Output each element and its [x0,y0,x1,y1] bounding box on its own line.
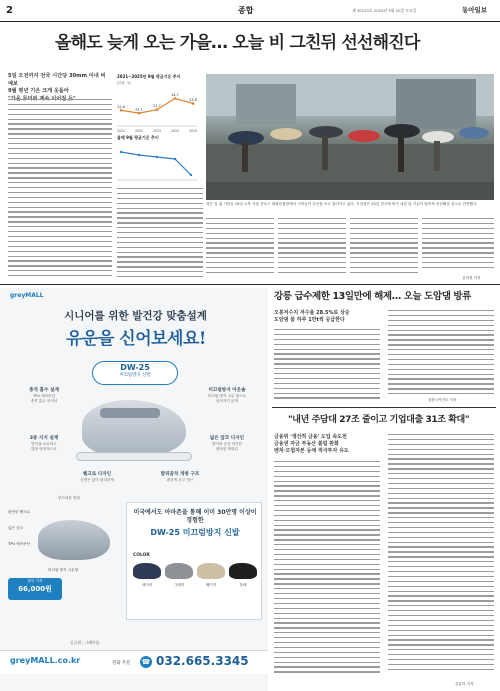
article-body-col-4 [278,218,346,277]
sold-text: 미국에서도 아마존을 통해 이미 30만명 이상이 경험한 [133,509,257,524]
masthead: 동아일보 [462,6,488,14]
phone-number[interactable]: 032.665.3345 [156,654,249,668]
feature-2 [190,388,264,403]
feature-2-desc: 미끄럼 방지 고무 창으로 넘어지지 않게 [207,394,247,403]
shoe-diagram-image [38,520,110,560]
product-name: DW-25 [120,363,150,372]
x-tick-label: 2023 [152,129,162,133]
second-chart-title: 올해 9월 평균기온 추이 [117,135,159,140]
shoe-strap [100,408,160,418]
feature-2-title: 미끄럼방지 아웃솔 [208,388,246,393]
street-photo [206,74,494,200]
footer-brand[interactable]: greyMALL.co.kr [10,656,81,665]
chart-unit: (단위: ℃) [117,81,132,85]
color-swatch-3[interactable] [197,563,225,579]
article-3-subhead-1: 금융위 '생산적 금융' 도입 속도전 [274,434,347,440]
article-2-subhead-2: 도암댐 물 하루 1만t씩 공급한다 [274,317,345,323]
shoe-advertisement[interactable] [0,288,268,691]
diagram-label-2: 편안한 벨크로 [8,510,30,514]
color-name-4: 블랙 [239,583,247,587]
feature-4-title: 넓은 앞코 디자인 [209,436,245,441]
diagram-label-4: TPU 에어쿠션 [8,542,31,546]
article-3-subhead-3: 벤처·모험자본 등에 적극투자 유도 [274,448,349,454]
temperature-chart [117,74,197,134]
feature-6 [140,472,220,483]
data-label: 22.1 [135,107,143,112]
color-name-1: 네이비 [141,583,153,587]
data-point [192,102,195,105]
article-3-subhead-2: 금융권 자금 부동산 쏠림 완화 [274,441,339,447]
x-tick-label: 2022 [134,129,144,133]
shoe-sole [76,452,192,461]
article-2-body-col-2 [388,310,494,398]
feature-4-desc: 발가락 공간 넉넉한 편안한 착화감 [211,442,243,451]
photo-caption: 젖은 길 위 시민들 19일 오후 서울 종로구 광화문광장에서 시민들이 우산을 쓰고 걸어가고 있다. 기상청은 20일 전국에 비가 내린 뒤 기온이 떨어져 선선해질 것으로 전망했다. [206,202,478,206]
article-3-headline: "내년 주담대 27조 줄이고 기업대출 31조 확대" [288,415,470,425]
sold-product: DW-25 미끄럼방지 신발 [150,528,240,537]
phone-label: 전화 주문 [112,661,131,666]
article-body-col-3 [206,218,274,277]
x-tick-label: 2025 [188,129,197,133]
product-sub: 미끄럼방지 신발 [119,373,151,378]
chart-title: 2021~2025년 9월 평균기온 추이 [117,74,181,79]
line-chart [117,85,197,133]
right-divider [272,407,496,408]
article-2-headline: 강릉 급수제한 13일만에 해제… 오늘 도암댐 방류 [274,291,471,302]
data-label: 24.7 [171,92,179,97]
color-swatch-1[interactable] [133,563,161,579]
data-point [174,97,177,100]
data-label: 22.6 [117,104,125,109]
article-2-subhead-1: 오봉저수지 저수율 28.5%로 상승 [274,310,350,316]
data-point [138,112,141,115]
color-name-3: 베이지 [205,583,217,587]
color-label: COLOR [133,553,150,558]
article-3-byline: 김유리 기자 [455,682,474,686]
price-value: 66,000원 [18,585,52,593]
article-body-col-6 [422,218,494,272]
article-3-body-col-2 [388,434,494,674]
article-body-col-2 [117,188,203,281]
article-2-byline: 강릉=이인모 기자 [428,398,457,402]
data-label: 22.7 [153,104,161,109]
x-tick-label: 2024 [170,129,180,133]
color-swatch-2[interactable] [165,563,193,579]
diagram-label-3: 넓은 앞코 [8,526,24,530]
article-body-col-1 [8,99,112,280]
photo-scene [206,74,494,200]
feature-5-desc: 신발끈 없이 편리하게 [80,478,114,482]
shoe-diagram [8,492,118,582]
main-headline: 올해도 늦게 오는 가을… 오늘 비 그친뒤 선선해진다 [55,33,420,53]
color-name-2: 그레이 [173,583,185,587]
ad-footer [0,650,268,674]
main-byline: 김하경 기자 [462,276,481,280]
data-label: 23.8 [189,97,197,102]
page-header [0,0,500,22]
ad-headline-1: 시니어를 위한 발건강 맞춤설계 [64,310,207,322]
feature-6-title: 발뒤꿈치 개방 구조 [160,472,200,477]
ad-footer-note: 공급원 : 그레이몰 [70,640,100,645]
section-name: 종합 [238,6,254,15]
feature-1 [10,388,78,403]
feature-5-title: 벨크로 디자인 [82,472,112,477]
price-badge [8,578,62,600]
diagram-label-1: 부드러운 안감 [58,496,80,500]
feature-1-desc: TPU 에어쿠션 충격 흡수 쿠셔닝 [30,394,58,403]
article-3-body-col-1 [274,461,380,676]
data-point [120,109,123,112]
x-tick-label: 2021 [117,129,126,133]
article-3-subheads [274,434,384,455]
subhead-2: 9월 평년 기온 크게 웃돌아 [8,88,69,94]
ad-headline-2: 유운을 신어보세요! [66,329,206,349]
color-swatch-4[interactable] [229,563,257,579]
feature-1-title: 충격 흡수 설계 [29,388,59,393]
data-point [156,108,159,111]
feature-6-desc: 편하게 신고 벗는 [166,478,194,482]
article-2-body-col-1 [274,329,380,402]
page-number: 2 [6,5,13,16]
product-badge [92,361,178,385]
feature-5 [60,472,134,483]
feature-4 [190,436,264,451]
subhead-1: 5일 오전까지 전국 시간당 30mm 이내 비 예보 [8,73,106,87]
section-divider [0,284,500,285]
article-2-subheads [274,310,384,324]
price-label: 할인 가격 [27,579,43,583]
ad-brand-top: greyMALL [10,292,44,299]
second-chart-plot [117,142,197,182]
feature-3 [10,436,78,451]
sold-box [126,502,262,620]
phone-icon: ☎ [141,658,151,666]
issue-info: 제 30123호 2025년 9월 20일 토요일 [352,8,417,13]
feature-3-desc: 발목을 보호하고 발을 안정적으로 [31,442,57,451]
article-body-col-5 [350,218,418,277]
feature-3-title: 3중 지지 설계 [29,436,59,441]
second-chart [117,135,197,183]
diagram-label-5: 미끄럼 방지 고무창 [48,568,79,572]
